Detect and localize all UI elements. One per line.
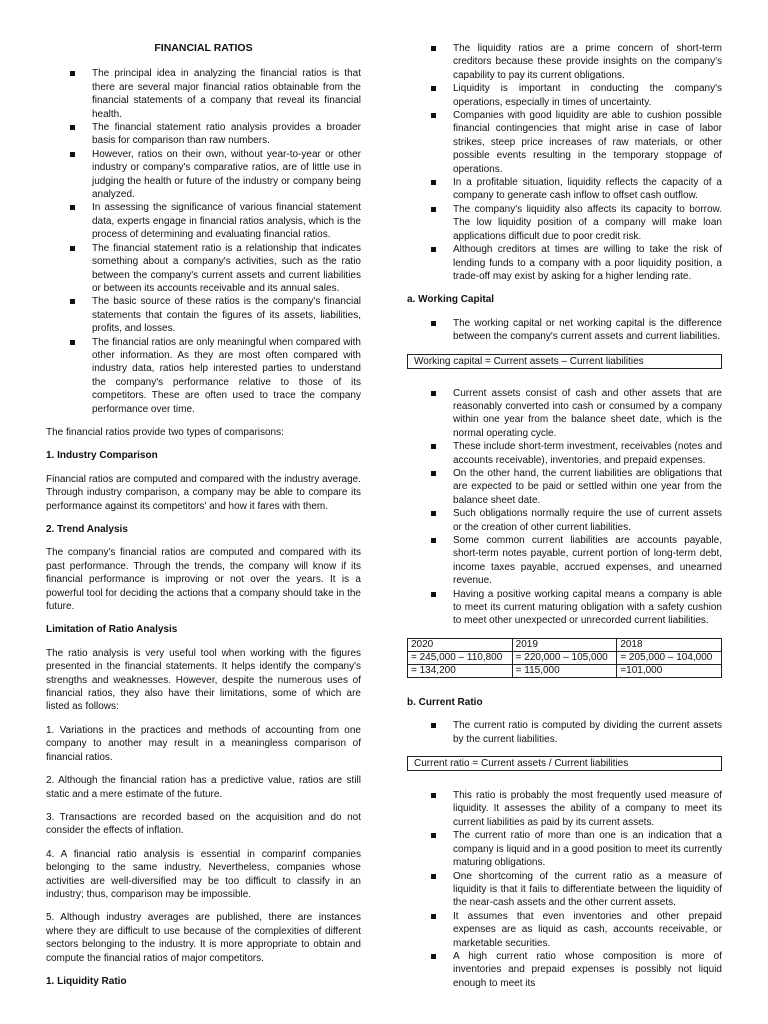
heading-current-ratio: b. Current Ratio (407, 696, 483, 708)
current-ratio-bullet-list (407, 719, 722, 746)
list-item: In assessing the significance of various financial statement data, experts engage in financial ratios analysis, which is the process of determining and evaluating financial ratios. (92, 202, 361, 241)
table-cell: = 205,000 – 104,000 (617, 651, 722, 664)
working-capital-detail-list (407, 387, 722, 628)
table-cell: 2018 (617, 638, 722, 651)
limitation-item: 5. Although industry averages are published, there are instances where they are difficult to use because of the complexities of different sectors belonging to the industry. It is more appropriate to obtain and compute the financial ratios of major competitors. (46, 912, 361, 964)
limitation-item: 3. Transactions are recorded based on the acquisition and do not consider the effects of inflation. (46, 811, 361, 837)
working-capital-bullet-list (407, 317, 722, 344)
list-item: The financial statement ratio analysis provides a broader basis for comparison than raw numbers. (92, 122, 361, 147)
list-item: The financial statement ratio is a relationship that indicates something about a company's activities, such as the ratio between the company's current assets and current liabilities or between its accounts receivable and its annual sales. (92, 242, 361, 294)
list-item: The working capital or net working capital is the difference between the company's current assets and current liabilities. (453, 317, 722, 343)
heading-working-capital: a. Working Capital (407, 294, 495, 306)
list-item: The company's liquidity also affects its capacity to borrow. The low liquidity position of a company will make loan applications difficult due to poor credit risk. (453, 203, 722, 242)
list-item: The current ratio of more than one is an indication that a company is liquid and in a good position to meet its currently maturing obligations. (453, 830, 722, 869)
heading-industry-comparison: 1. Industry Comparison (46, 450, 158, 462)
list-item: The basic source of these ratios is the company's financial statements that contain the figures of its assets, liabilities, profits, and losses. (92, 296, 361, 335)
list-item: Although creditors at times are willing to take the risk of lending funds to a company with a poor liquidity position, a trade-off may exist by asking for a higher lending rate. (453, 244, 722, 282)
list-item: It assumes that even inventories and other prepaid expenses are as liquid as cash, accounts receivable, or marketable securities. (453, 910, 722, 949)
list-item: The principal idea in analyzing the financial ratios is that there are several major financial ratios obtainable from the financial statements of a company that reveal its financial health. (92, 68, 361, 120)
heading-trend-analysis: 2. Trend Analysis (46, 524, 128, 535)
table-row (408, 664, 722, 677)
paragraph-trend-analysis: The company's financial ratios are computed and compared with its past performance. Through the trends, the company will know if its financial performance is improving or not over the years. It is a powerful tool for deciding the actions that a company should take in the future. (46, 547, 361, 613)
heading-limitation: Limitation of Ratio Analysis (46, 624, 178, 636)
table-cell: =101,000 (617, 664, 722, 677)
list-item: Such obligations normally require the use of current assets or the creation of other current liabilities. (453, 508, 722, 533)
list-item: These include short-term investment, receivables (notes and accounts receivable), inventories, and prepaid expenses. (453, 441, 722, 466)
table-cell: = 115,000 (512, 664, 617, 677)
limitation-item: 1. Variations in the practices and methods of accounting from one company to another may result in a meaningless comparison of financial ratios. (46, 724, 361, 763)
list-item: Companies with good liquidity are able to cushion possible financial contingencies that might arise in case of labor strikes, steep price increases of raw materials, or other possible events resulting in the temporary stoppage of operations. (453, 110, 722, 175)
paragraph-industry-comparison: Financial ratios are computed and compared with the industry average. Through industry comparison, a company may be able to compare its performance against its competitors' and how it fares with them. (46, 473, 361, 512)
comparison-intro: The financial ratios provide two types of comparisons: (46, 426, 284, 438)
table-cell: = 134,200 (408, 664, 513, 677)
current-ratio-formula-box: Current ratio = Current assets / Current liabilities (407, 756, 722, 771)
table-cell: 2020 (408, 638, 513, 651)
list-item: Having a positive working capital means a company is able to meet its current maturing obligation with a safety cushion to meet other unexpected or unrecorded current liabilities. (453, 588, 722, 627)
list-item: One shortcoming of the current ratio as a measure of liquidity is that it fails to differentiate between the liquidity of the near-cash assets and the other current assets. (453, 870, 722, 909)
list-item: On the other hand, the current liabilities are obligations that are expected to be paid or settled within one year from the balance sheet date. (453, 467, 722, 506)
working-capital-table (407, 638, 722, 678)
table-row (408, 651, 722, 664)
limitation-item: 4. A financial ratio analysis is essential in comparinf companies belonging to the same industry. Nevertheless, companies whose activities are well-diversified may be too difficult to classify in an industry; thus, comparison may be impossible. (46, 848, 361, 900)
list-item: Some common current liabilities are accounts payable, short-term notes payable, current portion of long-term debt, income taxes payable, accrued expenses, and unearned revenue. (453, 535, 722, 587)
working-capital-formula-box: Working capital = Current assets – Current liabilities (407, 354, 722, 369)
liquidity-bullet-list (407, 42, 722, 283)
list-item: However, ratios on their own, without year-to-year or other industry or company's comparative ratios, are of little use in judging the health or future of the industry or company being analyzed. (92, 148, 361, 201)
table-row (408, 638, 722, 651)
list-item: Current assets consist of cash and other assets that are reasonably converted into cash or consumed by a company within one year from the balance sheet date, which is the normal operating cycle. (453, 387, 722, 439)
list-item: The current ratio is computed by dividing the current assets by the current liabilities. (453, 720, 722, 745)
list-item: The liquidity ratios are a prime concern of short-term creditors because these provide insights on the company's capability to pay its current obligations. (453, 43, 722, 81)
paragraph-limitation: The ratio analysis is very useful tool when working with the figures presented in the financial statements. It helps identify the company's strengths and weaknesses. However, despite the numerous uses of financial ratios, they also have their limitations, some of which are listed as follows: (46, 647, 361, 713)
heading-liquidity-ratio: 1. Liquidity Ratio (46, 975, 127, 987)
right-column (407, 36, 722, 1000)
page-title: FINANCIAL RATIOS (154, 42, 253, 54)
limitation-item: 2. Although the financial ration has a predictive value, ratios are still static and a mere estimate of the future. (46, 775, 361, 800)
table-cell: = 245,000 – 110,800 (408, 651, 513, 664)
list-item: This ratio is probably the most frequently used measure of liquidity. It assesses the ability of a company to meet its current liabilities as paid by its current assets. (453, 790, 722, 828)
table-cell: 2019 (512, 638, 617, 651)
list-item: A high current ratio whose composition is more of inventories and prepaid expenses is possibly not liquid enough to meet its (453, 950, 722, 989)
list-item: The financial ratios are only meaningful when compared with other information. As they are most often compared with industry data, ratios help interested parties to understand the company's performance relative to those of its competitors. These are often used to trace the company performance over time. (92, 336, 361, 415)
left-column (46, 36, 361, 998)
table-cell: = 220,000 – 105,000 (512, 651, 617, 664)
list-item: Liquidity is important in conducting the company's operations, especially in times of uncertainty. (453, 83, 722, 108)
intro-bullet-list (46, 67, 361, 416)
current-ratio-detail-list (407, 789, 722, 990)
list-item: In a profitable situation, liquidity reflects the capacity of a company to generate cash inflow to offset cash outflow. (453, 177, 722, 202)
